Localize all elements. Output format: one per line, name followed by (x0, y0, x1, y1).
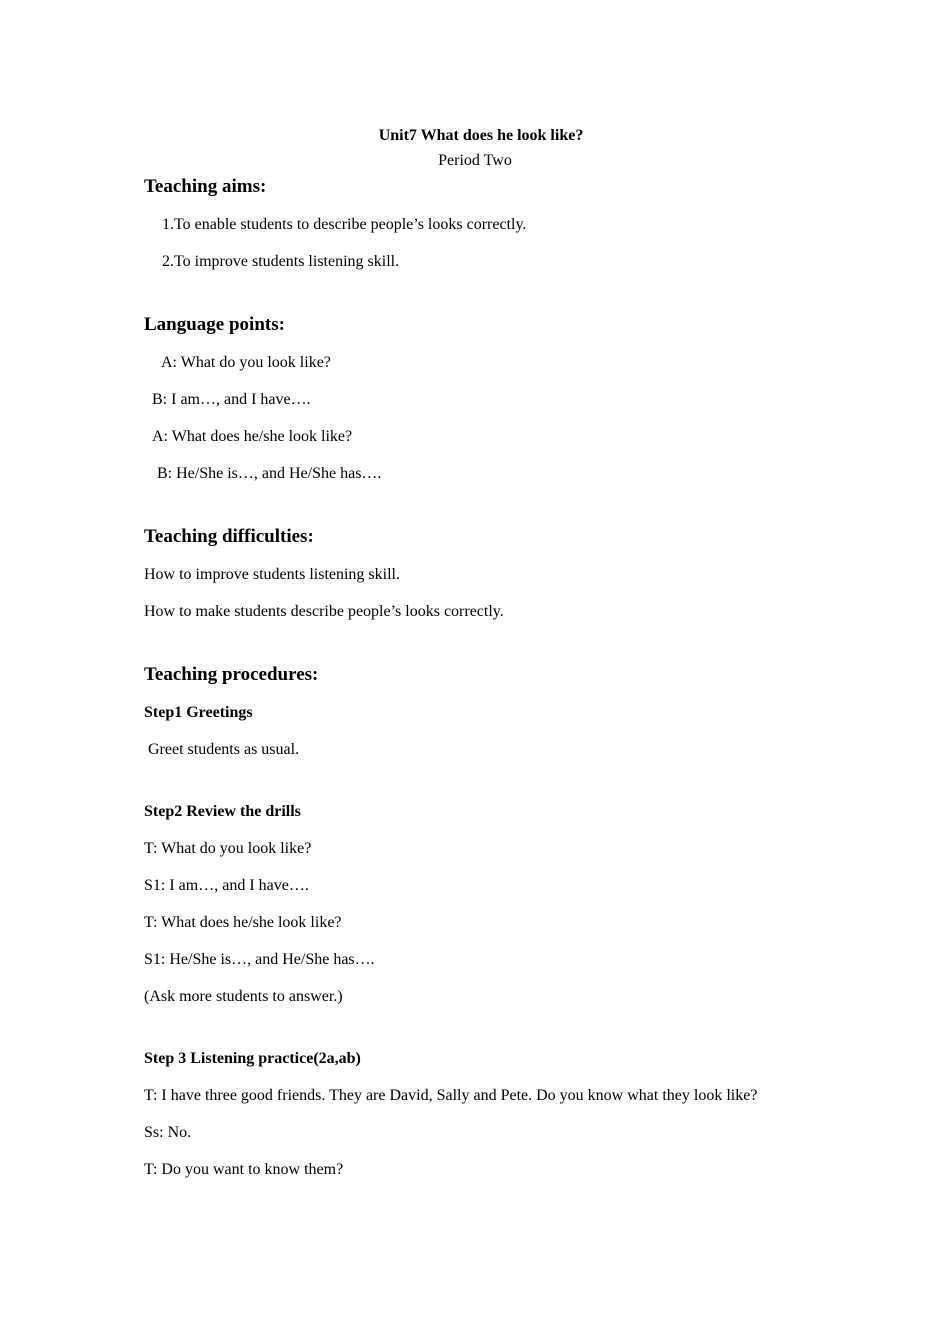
step3-line: T: I have three good friends. They are David, Sally and Pete. Do you know what they look like? (144, 1087, 758, 1104)
language-point-item: A: What does he/she look like? (152, 428, 353, 445)
step2-line: T: What do you look like? (144, 840, 312, 857)
document-title: Unit7 What does he look like? (378, 127, 584, 144)
aim-item: 1.To enable students to describe people’s looks correctly. (162, 216, 527, 233)
teaching-difficulties-heading: Teaching difficulties: (144, 526, 314, 547)
language-point-item: A: What do you look like? (161, 354, 331, 371)
language-point-item: B: I am…, and I have…. (152, 391, 311, 408)
step2-line: T: What does he/she look like? (144, 914, 342, 931)
step3-title: Step 3 Listening practice(2a,ab) (144, 1050, 361, 1067)
language-points-heading: Language points: (144, 314, 285, 335)
document-subtitle: Period Two (438, 152, 512, 169)
step2-line: (Ask more students to answer.) (144, 988, 343, 1005)
step2-line: S1: He/She is…, and He/She has…. (144, 951, 375, 968)
aim-item: 2.To improve students listening skill. (162, 253, 400, 270)
difficulty-item: How to improve students listening skill. (144, 566, 400, 583)
difficulty-item: How to make students describe people’s looks correctly. (144, 603, 504, 620)
step2-title: Step2 Review the drills (144, 803, 301, 820)
step2-line: S1: I am…, and I have…. (144, 877, 309, 894)
step1-title: Step1 Greetings (144, 704, 253, 721)
teaching-aims-heading: Teaching aims: (144, 176, 267, 197)
step1-line: Greet students as usual. (148, 741, 300, 758)
step3-line: T: Do you want to know them? (144, 1161, 344, 1178)
language-point-item: B: He/She is…, and He/She has…. (157, 465, 382, 482)
teaching-procedures-heading: Teaching procedures: (144, 664, 319, 685)
step3-line: Ss: No. (144, 1124, 192, 1141)
